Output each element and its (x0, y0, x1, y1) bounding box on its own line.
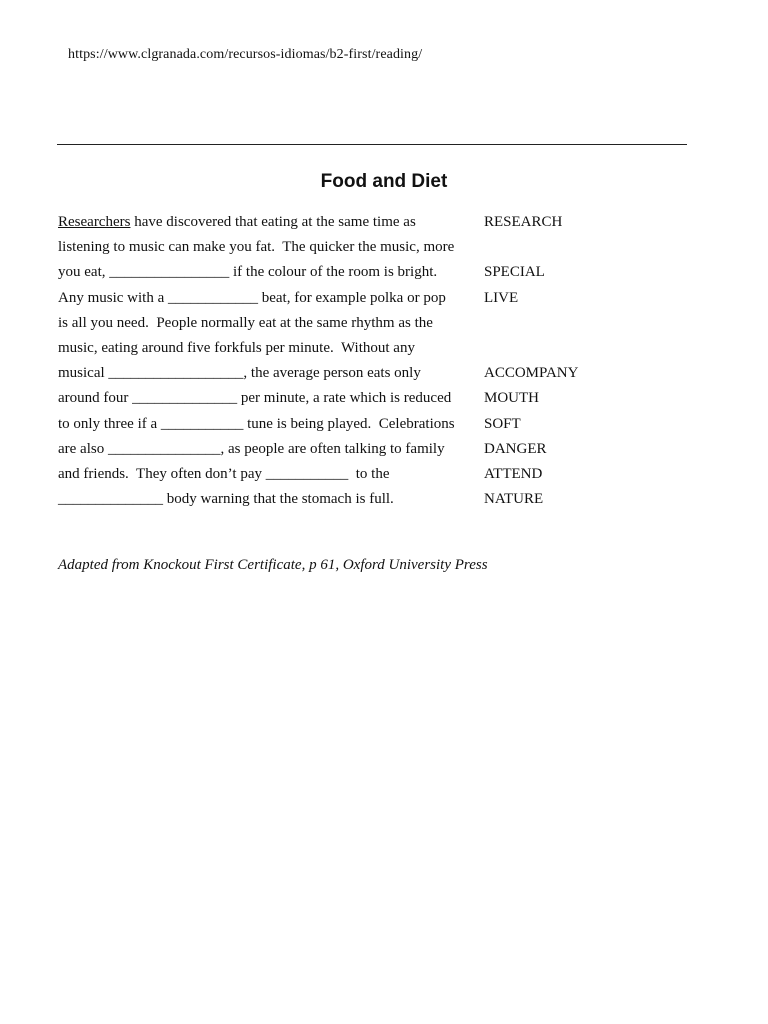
exercise-line (58, 439, 698, 464)
exercise-line (58, 388, 698, 413)
line-text: ______________ body warning that the stomach is full. (58, 491, 394, 508)
source-url: https://www.clgranada.com/recursos-idiomas/b2-first/reading/ (68, 47, 423, 62)
keyword: NATURE (484, 491, 544, 508)
exercise-line (58, 363, 698, 388)
line-text: Researchers have discovered that eating at the same time as (58, 214, 416, 230)
line-text: are also _______________, as people are often talking to family (58, 440, 445, 457)
exercise-line (58, 313, 698, 338)
exercise-line (58, 464, 698, 489)
exercise-line (58, 414, 698, 439)
line-text: and friends. They often don’t pay ___________ to the (58, 465, 390, 482)
line-text: music, eating around five forkfuls per minute. Without any (58, 339, 415, 356)
source-citation: Adapted from Knockout First Certificate, p 61, Oxford University Press (58, 557, 488, 573)
exercise-text (58, 212, 698, 514)
page-title: Food and Diet (320, 171, 448, 192)
keyword: ACCOMPANY (484, 365, 579, 382)
exercise-line (58, 212, 698, 237)
keyword: SPECIAL (484, 264, 545, 281)
exercise-line (58, 489, 698, 514)
keyword: SOFT (484, 415, 521, 432)
keyword: RESEARCH (484, 214, 563, 230)
horizontal-divider (57, 144, 687, 145)
exercise-line (58, 288, 698, 313)
line-text: musical __________________, the average person eats only (58, 365, 421, 382)
line-text: around four ______________ per minute, a rate which is reduced (58, 390, 452, 407)
keyword: LIVE (484, 289, 519, 306)
line-text: you eat, ________________ if the colour of the room is bright. (58, 264, 438, 281)
exercise-line (58, 262, 698, 287)
line-text: to only three if a ___________ tune is being played. Celebrations (58, 415, 455, 432)
exercise-line (58, 237, 698, 262)
keyword: ATTEND (484, 465, 543, 482)
example-word: Researchers (58, 214, 131, 230)
line-text: is all you need. People normally eat at the same rhythm as the (58, 314, 433, 331)
exercise-line (58, 338, 698, 363)
line-text: listening to music can make you fat. The quicker the music, more (58, 239, 455, 256)
line-text: Any music with a ____________ beat, for example polka or pop (58, 289, 446, 306)
keyword: DANGER (484, 440, 547, 457)
keyword: MOUTH (484, 390, 539, 407)
